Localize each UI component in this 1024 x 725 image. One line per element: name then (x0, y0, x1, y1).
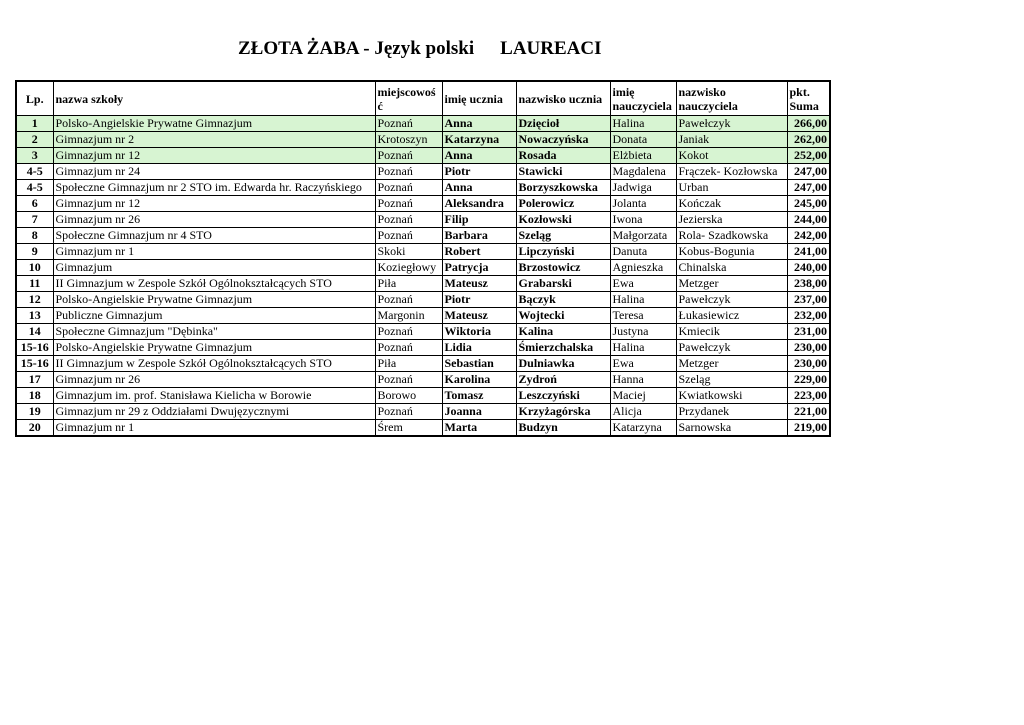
cell-points: 223,00 (787, 388, 830, 404)
cell-city: Piła (375, 276, 442, 292)
cell-student-last: Dulniawka (516, 356, 610, 372)
cell-points: 244,00 (787, 212, 830, 228)
cell-student-last: Grabarski (516, 276, 610, 292)
cell-city: Poznań (375, 212, 442, 228)
header-city: miejscowoś ć (375, 81, 442, 116)
cell-student-last: Rosada (516, 148, 610, 164)
cell-student-last: Leszczyński (516, 388, 610, 404)
cell-school: Gimnazjum nr 29 z Oddziałami Dwujęzycznymi (53, 404, 375, 420)
cell-student-first: Karolina (442, 372, 516, 388)
cell-teacher-first: Halina (610, 292, 676, 308)
cell-student-first: Patrycja (442, 260, 516, 276)
cell-school: Gimnazjum nr 12 (53, 196, 375, 212)
cell-teacher-first: Halina (610, 116, 676, 132)
cell-lp: 15-16 (16, 340, 53, 356)
table-row (16, 132, 830, 148)
cell-teacher-first: Agnieszka (610, 260, 676, 276)
header-teacher-last: nazwisko nauczyciela (676, 81, 787, 116)
cell-teacher-last: Pawełczyk (676, 292, 787, 308)
cell-teacher-last: Metzger (676, 276, 787, 292)
cell-student-first: Piotr (442, 164, 516, 180)
cell-teacher-last: Kwiatkowski (676, 388, 787, 404)
cell-lp: 7 (16, 212, 53, 228)
cell-points: 266,00 (787, 116, 830, 132)
cell-lp: 20 (16, 420, 53, 437)
cell-teacher-last: Jezierska (676, 212, 787, 228)
table-row (16, 404, 830, 420)
cell-teacher-first: Elżbieta (610, 148, 676, 164)
cell-city: Piła (375, 356, 442, 372)
cell-teacher-first: Halina (610, 340, 676, 356)
table-row (16, 356, 830, 372)
table-row (16, 276, 830, 292)
cell-points: 247,00 (787, 180, 830, 196)
cell-school: Polsko-Angielskie Prywatne Gimnazjum (53, 292, 375, 308)
cell-teacher-first: Ewa (610, 276, 676, 292)
table-row (16, 372, 830, 388)
cell-student-last: Nowaczyńska (516, 132, 610, 148)
table-row (16, 196, 830, 212)
cell-lp: 2 (16, 132, 53, 148)
table-row (16, 340, 830, 356)
cell-lp: 13 (16, 308, 53, 324)
cell-lp: 8 (16, 228, 53, 244)
cell-teacher-last: Kobus-Bogunia (676, 244, 787, 260)
cell-teacher-last: Pawełczyk (676, 116, 787, 132)
cell-city: Krotoszyn (375, 132, 442, 148)
cell-school: Publiczne Gimnazjum (53, 308, 375, 324)
table-row (16, 228, 830, 244)
title-category: LAUREACI (500, 38, 602, 59)
cell-city: Poznań (375, 164, 442, 180)
table-row (16, 324, 830, 340)
cell-city: Poznań (375, 116, 442, 132)
cell-school: Gimnazjum nr 2 (53, 132, 375, 148)
cell-teacher-first: Hanna (610, 372, 676, 388)
cell-student-last: Kozłowski (516, 212, 610, 228)
cell-lp: 10 (16, 260, 53, 276)
cell-lp: 19 (16, 404, 53, 420)
cell-city: Poznań (375, 404, 442, 420)
cell-teacher-last: Szeląg (676, 372, 787, 388)
cell-student-last: Bączyk (516, 292, 610, 308)
cell-school: Gimnazjum nr 26 (53, 372, 375, 388)
cell-student-first: Anna (442, 116, 516, 132)
table-row (16, 308, 830, 324)
cell-teacher-last: Kończak (676, 196, 787, 212)
cell-lp: 4-5 (16, 164, 53, 180)
cell-student-last: Śmierzchalska (516, 340, 610, 356)
cell-city: Koziegłowy (375, 260, 442, 276)
cell-student-first: Katarzyna (442, 132, 516, 148)
cell-lp: 6 (16, 196, 53, 212)
cell-city: Poznań (375, 372, 442, 388)
title-main: ZŁOTA ŻABA - Język polski (238, 38, 475, 59)
cell-lp: 14 (16, 324, 53, 340)
cell-points: 247,00 (787, 164, 830, 180)
cell-school: Gimnazjum nr 1 (53, 244, 375, 260)
page-title (238, 38, 602, 60)
table-row (16, 244, 830, 260)
cell-points: 262,00 (787, 132, 830, 148)
cell-student-last: Budzyn (516, 420, 610, 437)
cell-student-last: Wojtecki (516, 308, 610, 324)
cell-teacher-first: Justyna (610, 324, 676, 340)
cell-teacher-last: Sarnowska (676, 420, 787, 437)
cell-student-first: Joanna (442, 404, 516, 420)
cell-city: Borowo (375, 388, 442, 404)
header-school: nazwa szkoły (53, 81, 375, 116)
cell-points: 230,00 (787, 356, 830, 372)
cell-student-first: Mateusz (442, 308, 516, 324)
table-row (16, 420, 830, 437)
cell-teacher-first: Katarzyna (610, 420, 676, 437)
cell-lp: 11 (16, 276, 53, 292)
header-points: pkt. Suma (787, 81, 830, 116)
cell-school: Społeczne Gimnazjum "Dębinka" (53, 324, 375, 340)
table-body (16, 116, 830, 437)
cell-lp: 9 (16, 244, 53, 260)
cell-teacher-first: Alicja (610, 404, 676, 420)
cell-student-first: Anna (442, 148, 516, 164)
cell-points: 242,00 (787, 228, 830, 244)
cell-teacher-first: Danuta (610, 244, 676, 260)
table-row (16, 116, 830, 132)
table-row (16, 388, 830, 404)
cell-teacher-last: Łukasiewicz (676, 308, 787, 324)
cell-teacher-last: Urban (676, 180, 787, 196)
cell-points: 219,00 (787, 420, 830, 437)
cell-city: Poznań (375, 148, 442, 164)
cell-lp: 3 (16, 148, 53, 164)
cell-points: 241,00 (787, 244, 830, 260)
table-row (16, 292, 830, 308)
cell-student-last: Polerowicz (516, 196, 610, 212)
cell-school: Polsko-Angielskie Prywatne Gimnazjum (53, 340, 375, 356)
cell-city: Poznań (375, 196, 442, 212)
cell-student-first: Marta (442, 420, 516, 437)
cell-student-first: Aleksandra (442, 196, 516, 212)
cell-student-first: Mateusz (442, 276, 516, 292)
cell-points: 230,00 (787, 340, 830, 356)
cell-points: 232,00 (787, 308, 830, 324)
cell-student-last: Brzostowicz (516, 260, 610, 276)
cell-school: Gimnazjum nr 1 (53, 420, 375, 437)
cell-teacher-last: Rola- Szadkowska (676, 228, 787, 244)
table-row (16, 212, 830, 228)
table-header-row (16, 81, 830, 116)
cell-city: Śrem (375, 420, 442, 437)
cell-lp: 4-5 (16, 180, 53, 196)
cell-school: Społeczne Gimnazjum nr 4 STO (53, 228, 375, 244)
cell-student-first: Sebastian (442, 356, 516, 372)
header-student-first: imię ucznia (442, 81, 516, 116)
cell-student-first: Wiktoria (442, 324, 516, 340)
cell-lp: 1 (16, 116, 53, 132)
cell-student-last: Stawicki (516, 164, 610, 180)
cell-student-first: Filip (442, 212, 516, 228)
cell-school: Gimnazjum nr 26 (53, 212, 375, 228)
cell-teacher-first: Jadwiga (610, 180, 676, 196)
header-student-last: nazwisko ucznia (516, 81, 610, 116)
cell-points: 231,00 (787, 324, 830, 340)
cell-lp: 17 (16, 372, 53, 388)
cell-student-last: Zydroń (516, 372, 610, 388)
table-row (16, 148, 830, 164)
table-row (16, 260, 830, 276)
cell-student-last: Szeląg (516, 228, 610, 244)
cell-points: 245,00 (787, 196, 830, 212)
cell-teacher-first: Maciej (610, 388, 676, 404)
cell-student-first: Piotr (442, 292, 516, 308)
cell-teacher-first: Jolanta (610, 196, 676, 212)
cell-school: Gimnazjum nr 24 (53, 164, 375, 180)
cell-school: II Gimnazjum w Zespole Szkół Ogólnokształcących STO (53, 356, 375, 372)
cell-teacher-last: Chinalska (676, 260, 787, 276)
cell-school: Gimnazjum im. prof. Stanisława Kielicha w Borowie (53, 388, 375, 404)
cell-school: Gimnazjum nr 12 (53, 148, 375, 164)
table-row (16, 164, 830, 180)
cell-teacher-last: Przydanek (676, 404, 787, 420)
cell-teacher-last: Frączek- Kozłowska (676, 164, 787, 180)
cell-school: Gimnazjum (53, 260, 375, 276)
cell-student-first: Lidia (442, 340, 516, 356)
cell-student-last: Krzyżagórska (516, 404, 610, 420)
cell-points: 240,00 (787, 260, 830, 276)
cell-teacher-first: Teresa (610, 308, 676, 324)
cell-city: Poznań (375, 292, 442, 308)
cell-student-last: Lipczyński (516, 244, 610, 260)
laureates-table (15, 80, 831, 437)
cell-lp: 12 (16, 292, 53, 308)
cell-teacher-last: Kokot (676, 148, 787, 164)
table-row (16, 180, 830, 196)
cell-lp: 18 (16, 388, 53, 404)
cell-city: Skoki (375, 244, 442, 260)
cell-school: Polsko-Angielskie Prywatne Gimnazjum (53, 116, 375, 132)
cell-teacher-last: Kmiecik (676, 324, 787, 340)
cell-city: Margonin (375, 308, 442, 324)
cell-student-first: Anna (442, 180, 516, 196)
cell-teacher-first: Magdalena (610, 164, 676, 180)
cell-city: Poznań (375, 324, 442, 340)
cell-student-first: Robert (442, 244, 516, 260)
header-teacher-first: imię nauczyciela (610, 81, 676, 116)
cell-student-first: Tomasz (442, 388, 516, 404)
cell-points: 238,00 (787, 276, 830, 292)
cell-points: 221,00 (787, 404, 830, 420)
header-lp: Lp. (16, 81, 53, 116)
cell-student-last: Dzięcioł (516, 116, 610, 132)
cell-teacher-first: Ewa (610, 356, 676, 372)
cell-city: Poznań (375, 340, 442, 356)
cell-teacher-first: Donata (610, 132, 676, 148)
cell-student-first: Barbara (442, 228, 516, 244)
cell-school: II Gimnazjum w Zespole Szkół Ogólnokształcących STO (53, 276, 375, 292)
cell-points: 237,00 (787, 292, 830, 308)
cell-teacher-last: Janiak (676, 132, 787, 148)
cell-school: Społeczne Gimnazjum nr 2 STO im. Edwarda hr. Raczyńskiego (53, 180, 375, 196)
cell-teacher-last: Pawełczyk (676, 340, 787, 356)
cell-lp: 15-16 (16, 356, 53, 372)
cell-teacher-last: Metzger (676, 356, 787, 372)
cell-city: Poznań (375, 228, 442, 244)
cell-teacher-first: Małgorzata (610, 228, 676, 244)
cell-points: 252,00 (787, 148, 830, 164)
cell-teacher-first: Iwona (610, 212, 676, 228)
cell-points: 229,00 (787, 372, 830, 388)
cell-student-last: Borzyszkowska (516, 180, 610, 196)
cell-city: Poznań (375, 180, 442, 196)
cell-student-last: Kalina (516, 324, 610, 340)
